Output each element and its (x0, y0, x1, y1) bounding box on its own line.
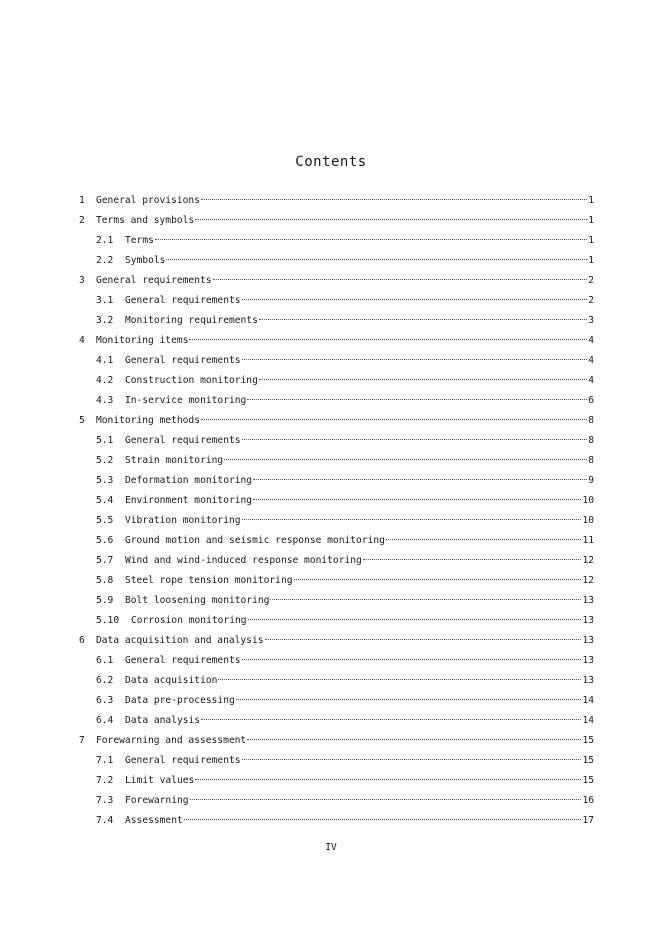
toc-entry[interactable] (79, 411, 594, 431)
toc-entry[interactable] (79, 811, 594, 831)
toc-entry-label: Corrosion monitoring (131, 615, 247, 626)
toc-entry-label: Symbols (125, 255, 166, 266)
toc-entry-number: 6.2 (96, 675, 114, 686)
toc-entry-number: 3 (79, 275, 85, 286)
toc-dot-leader (242, 439, 588, 440)
toc-entry[interactable] (79, 631, 594, 651)
toc-entry-number: 1 (79, 195, 85, 206)
toc-entry-label: Construction monitoring (125, 375, 258, 386)
toc-entry[interactable] (79, 531, 594, 551)
toc-entry[interactable] (79, 711, 594, 731)
toc-entry[interactable] (79, 491, 594, 511)
toc-entry-page: 13 (582, 635, 594, 646)
toc-entry[interactable] (79, 651, 594, 671)
toc-entry-number: 6 (79, 635, 85, 646)
toc-dot-leader (242, 519, 582, 520)
toc-entry-number: 7.2 (96, 775, 114, 786)
toc-entry-label: General requirements (125, 355, 241, 366)
toc-entry[interactable] (79, 671, 594, 691)
toc-entry-label: Assessment (125, 815, 183, 826)
toc-dot-leader (190, 799, 582, 800)
toc-entry[interactable] (79, 791, 594, 811)
toc-entry-number: 7.1 (96, 755, 114, 766)
toc-entry-number: 5.7 (96, 555, 114, 566)
toc-entry-number: 5.4 (96, 495, 114, 506)
toc-entry-label: Bolt loosening monitoring (125, 595, 270, 606)
toc-entry-number: 3.1 (96, 295, 114, 306)
toc-entry[interactable] (79, 351, 594, 371)
toc-dot-leader (242, 359, 588, 360)
toc-entry-number: 3.2 (96, 315, 114, 326)
toc-dot-leader (270, 599, 581, 600)
toc-entry-label: General requirements (125, 655, 241, 666)
toc-dot-leader (363, 559, 582, 560)
toc-entry-label: In-service monitoring (125, 395, 247, 406)
toc-entry-label: Monitoring items (96, 335, 189, 346)
toc-dot-leader (253, 499, 581, 500)
toc-entry-label: General requirements (125, 755, 241, 766)
toc-entry-number: 5.6 (96, 535, 114, 546)
toc-entry-page: 12 (582, 575, 594, 586)
toc-entry-page: 2 (588, 275, 594, 286)
toc-entry-page: 10 (582, 495, 594, 506)
toc-entry-page: 6 (588, 395, 594, 406)
toc-entry-number: 5.10 (96, 615, 120, 626)
toc-dot-leader (259, 319, 587, 320)
toc-entry-number: 5.2 (96, 455, 114, 466)
toc-entry[interactable] (79, 471, 594, 491)
toc-entry-page: 1 (588, 255, 594, 266)
toc-entry-page: 13 (582, 655, 594, 666)
toc-entry-label: Data pre-processing (125, 695, 235, 706)
toc-dot-leader (189, 339, 587, 340)
toc-dot-leader (242, 759, 582, 760)
toc-entry-label: Limit values (125, 775, 195, 786)
toc-entry[interactable] (79, 731, 594, 751)
toc-entry-label: Terms and symbols (96, 215, 195, 226)
toc-entry[interactable] (79, 191, 594, 211)
toc-entry[interactable] (79, 291, 594, 311)
toc-dot-leader (242, 659, 582, 660)
toc-entry[interactable] (79, 611, 594, 631)
toc-entry-label: Environment monitoring (125, 495, 253, 506)
toc-entry-number: 5.9 (96, 595, 114, 606)
toc-dot-leader (386, 539, 582, 540)
toc-entry-label: Monitoring requirements (125, 315, 258, 326)
toc-entry-page: 4 (588, 375, 594, 386)
toc-entry-page: 9 (588, 475, 594, 486)
page-number: IV (325, 842, 337, 853)
toc-dot-leader (166, 259, 587, 260)
toc-entry-label: General requirements (125, 295, 241, 306)
toc-entry-label: Forewarning and assessment (96, 735, 247, 746)
toc-dot-leader (253, 479, 587, 480)
toc-entry-number: 6.4 (96, 715, 114, 726)
toc-entry-label: Vibration monitoring (125, 515, 241, 526)
toc-entry-page: 8 (588, 415, 594, 426)
toc-entry[interactable] (79, 311, 594, 331)
toc-entry[interactable] (79, 211, 594, 231)
toc-entry-label: Deformation monitoring (125, 475, 253, 486)
toc-dot-leader (213, 279, 588, 280)
toc-entry-page: 1 (588, 215, 594, 226)
toc-entry-label: Wind and wind-induced response monitoring (125, 555, 362, 566)
toc-entry[interactable] (79, 751, 594, 771)
toc-dot-leader (195, 779, 581, 780)
toc-entry-label: Monitoring methods (96, 415, 200, 426)
toc-entry-number: 4 (79, 335, 85, 346)
toc-entry[interactable] (79, 771, 594, 791)
table-of-contents (79, 191, 594, 831)
toc-entry[interactable] (79, 691, 594, 711)
toc-entry-number: 4.3 (96, 395, 114, 406)
toc-entry[interactable] (79, 251, 594, 271)
toc-entry[interactable] (79, 431, 594, 451)
toc-dot-leader (218, 679, 581, 680)
toc-entry-page: 8 (588, 455, 594, 466)
toc-entry-page: 4 (588, 355, 594, 366)
toc-entry-page: 15 (582, 755, 594, 766)
toc-dot-leader (201, 419, 587, 420)
toc-entry-label: Terms (125, 235, 154, 246)
toc-entry-page: 8 (588, 435, 594, 446)
toc-entry-page: 1 (588, 195, 594, 206)
toc-dot-leader (247, 399, 587, 400)
toc-entry-number: 7 (79, 735, 85, 746)
toc-entry-label: Steel rope tension monitoring (125, 575, 293, 586)
toc-dot-leader (201, 199, 587, 200)
toc-entry-label: Data acquisition (125, 675, 218, 686)
toc-entry-page: 4 (588, 335, 594, 346)
toc-entry-page: 3 (588, 315, 594, 326)
toc-dot-leader (248, 619, 582, 620)
toc-entry-label: General requirements (96, 275, 212, 286)
toc-dot-leader (259, 379, 587, 380)
toc-entry-label: Forewarning (125, 795, 189, 806)
toc-dot-leader (247, 739, 581, 740)
toc-entry-page: 15 (582, 735, 594, 746)
toc-entry-number: 7.3 (96, 795, 114, 806)
toc-entry-page: 10 (582, 515, 594, 526)
toc-entry-number: 6.3 (96, 695, 114, 706)
toc-entry-page: 15 (582, 775, 594, 786)
toc-entry-page: 14 (582, 715, 594, 726)
toc-entry[interactable] (79, 231, 594, 251)
toc-entry[interactable] (79, 391, 594, 411)
toc-entry-number: 5 (79, 415, 85, 426)
toc-entry[interactable] (79, 331, 594, 351)
toc-entry-page: 2 (588, 295, 594, 306)
toc-entry-number: 2 (79, 215, 85, 226)
toc-entry-page: 11 (582, 535, 594, 546)
toc-entry[interactable] (79, 571, 594, 591)
toc-entry-label: General requirements (125, 435, 241, 446)
toc-entry-number: 5.3 (96, 475, 114, 486)
toc-entry-label: General provisions (96, 195, 200, 206)
toc-entry-page: 17 (582, 815, 594, 826)
toc-entry-page: 13 (582, 675, 594, 686)
toc-entry-page: 13 (582, 615, 594, 626)
toc-dot-leader (195, 219, 587, 220)
toc-entry-page: 14 (582, 695, 594, 706)
toc-dot-leader (242, 299, 588, 300)
toc-dot-leader (155, 239, 587, 240)
toc-entry-page: 1 (588, 235, 594, 246)
toc-entry-number: 2.2 (96, 255, 114, 266)
toc-entry-label: Data acquisition and analysis (96, 635, 264, 646)
toc-entry-number: 7.4 (96, 815, 114, 826)
toc-entry-label: Strain monitoring (125, 455, 224, 466)
toc-entry[interactable] (79, 591, 594, 611)
toc-entry[interactable] (79, 271, 594, 291)
toc-dot-leader (236, 699, 582, 700)
toc-entry[interactable] (79, 551, 594, 571)
toc-entry[interactable] (79, 511, 594, 531)
toc-entry-page: 12 (582, 555, 594, 566)
toc-entry-page: 16 (582, 795, 594, 806)
page-title: Contents (295, 154, 367, 170)
toc-entry[interactable] (79, 451, 594, 471)
toc-entry-number: 5.8 (96, 575, 114, 586)
toc-dot-leader (265, 639, 582, 640)
toc-dot-leader (201, 719, 581, 720)
toc-entry-number: 5.5 (96, 515, 114, 526)
toc-entry-number: 4.1 (96, 355, 114, 366)
toc-entry-number: 5.1 (96, 435, 114, 446)
toc-entry-number: 4.2 (96, 375, 114, 386)
toc-dot-leader (294, 579, 582, 580)
toc-entry-page: 13 (582, 595, 594, 606)
toc-entry-number: 6.1 (96, 655, 114, 666)
toc-dot-leader (184, 819, 582, 820)
toc-entry-label: Ground motion and seismic response monitoring (125, 535, 385, 546)
toc-entry-number: 2.1 (96, 235, 114, 246)
toc-entry-label: Data analysis (125, 715, 201, 726)
toc-dot-leader (224, 459, 587, 460)
toc-entry[interactable] (79, 371, 594, 391)
